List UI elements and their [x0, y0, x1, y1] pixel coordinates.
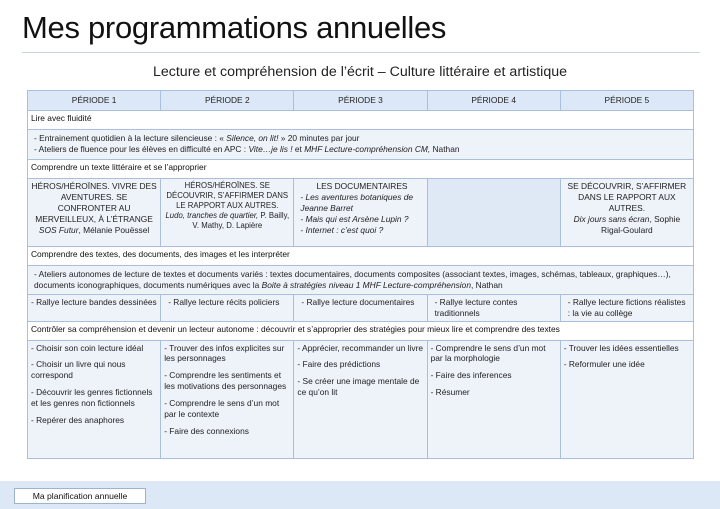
strategy-item: - Comprendre le sens d’un mot par la morphologie [430, 342, 546, 364]
rallye-row [28, 294, 694, 321]
strategy-item: - Résumer [430, 387, 470, 398]
rallye-p1: - Rallye lecture bandes dessinées [28, 294, 161, 321]
fluidite-line-2: - Ateliers de fluence pour les élèves en difficulté en APC : Vite…je lis ! et MHF Lecture-compréhension CM, Nathan [34, 143, 460, 154]
fluidite-content-row [28, 130, 694, 160]
header-periode-2: PÉRIODE 2 [161, 91, 294, 111]
section-row-texte-litteraire [28, 159, 694, 178]
rallye-p2: - Rallye lecture récits policiers [161, 294, 294, 321]
section-row-fluidite [28, 111, 694, 130]
fluidite-line-1: - Entrainement quotidien à la lecture silencieuse : « Silence, on lit! » 20 minutes par jour [34, 133, 360, 143]
strategy-item: - Faire des inferences [430, 370, 512, 381]
strategy-item: - Comprendre le sens d’un mot par le contexte [164, 398, 280, 420]
rallye-p4: - Rallye lecture contes traditionnels [427, 294, 560, 321]
documents-desc: - Ateliers autonomes de lecture de textes et documents variés : textes documentaires, documents composites (associant textes, images, schémas, tableaux, graphiques…), documents iconographiques, documents numériques avec la Boite à stratégies niveau 1 MHF Lecture-compréhension, Nathan [28, 265, 694, 294]
section-row-documents [28, 246, 694, 265]
section-title-fluidite: Lire avec fluidité [28, 111, 694, 130]
rallye-p3: - Rallye lecture documentaires [294, 294, 427, 321]
section-title-texte-litteraire: Comprendre un texte littéraire et se l’approprier [28, 159, 694, 178]
strategy-item: - Comprendre les sentiments et les motivations des personnages [164, 370, 287, 392]
strategy-item: - Faire des prédictions [297, 359, 381, 370]
page-title: Mes programmations annuelles [22, 10, 447, 45]
header-periode-3: PÉRIODE 3 [294, 91, 427, 111]
documentaire-item: - Internet : c’est quoi ? [300, 224, 384, 235]
texte-litteraire-p2: HÉROS/HÉROÏNES. SE DÉCOUVRIR, S’AFFIRMER DANS LE RAPPORT AUX AUTRES. Ludo, tranches de quartier, P. Bailly, V. Mathy, D. Lapière [161, 178, 294, 246]
strategy-item: - Faire des connexions [164, 426, 249, 437]
texte-litteraire-p5: SE DÉCOUVRIR, S’AFFIRMER DANS LE RAPPORT AUX AUTRES. Dix jours sans écran, Sophie Rigal-Goulard [560, 178, 693, 246]
strategy-item: - Trouver des infos explicites sur les personnages [164, 342, 285, 364]
texte-litteraire-p3: LES DOCUMENTAIRES - Les aventures botaniques de Jeanne Barret - Mais qui est Arsène Lupin ? - Internet : c’est quoi ? [294, 178, 427, 246]
strategy-item: - Repérer des anaphores [31, 415, 125, 426]
section-title-strategies: Contrôler sa compréhension et devenir un lecteur autonome : découvrir et s’approprier des stratégies pour mieux lire et comprendre des textes [28, 321, 694, 340]
strategies-p4 [427, 340, 560, 458]
header-periode-5: PÉRIODE 5 [560, 91, 693, 111]
strategies-p5 [560, 340, 693, 458]
strategy-item: - Se créer une image mentale de ce qu’on lit [297, 376, 420, 398]
strategies-p1 [28, 340, 161, 458]
strategy-item: - Trouver les idées essentielles [563, 342, 679, 353]
strategy-item: - Choisir un livre qui nous correspond [31, 359, 126, 381]
strategies-p2 [161, 340, 294, 458]
documentaire-item: - Mais qui est Arsène Lupin ? [300, 213, 409, 224]
programmation-table [27, 90, 694, 459]
header-row [28, 91, 694, 111]
strategy-item: - Reformuler une idée [563, 359, 645, 370]
title-divider [22, 52, 700, 53]
texte-litteraire-p4 [427, 178, 560, 246]
strategy-item: - Découvrir les genres fictionnels et les genres non fictionnels [31, 387, 153, 409]
strategies-row [28, 340, 694, 458]
fluidite-content [28, 130, 694, 160]
documentaire-item: - Les aventures botaniques de Jeanne Barret [300, 191, 414, 213]
footer-label: Ma planification annuelle [14, 488, 146, 504]
texte-litteraire-row [28, 178, 694, 246]
rallye-p5: - Rallye lecture fictions réalistes : la vie au collège [560, 294, 693, 321]
strategy-item: - Choisir son coin lecture idéal [31, 342, 144, 353]
strategy-item: - Apprécier, recommander un livre [297, 342, 424, 353]
header-periode-4: PÉRIODE 4 [427, 91, 560, 111]
section-row-strategies [28, 321, 694, 340]
documents-desc-row [28, 265, 694, 294]
strategies-p3 [294, 340, 427, 458]
page-subtitle: Lecture et compréhension de l’écrit – Culture littéraire et artistique [152, 64, 567, 80]
section-title-documents: Comprendre des textes, des documents, des images et les interpréter [28, 246, 694, 265]
texte-litteraire-p1: HÉROS/HÉROÏNES. VIVRE DES AVENTURES. SE CONFRONTER AU MERVEILLEUX, À L’ÉTRANGE SOS Futur, Mélanie Pouëssel [28, 178, 161, 246]
header-periode-1: PÉRIODE 1 [28, 91, 161, 111]
